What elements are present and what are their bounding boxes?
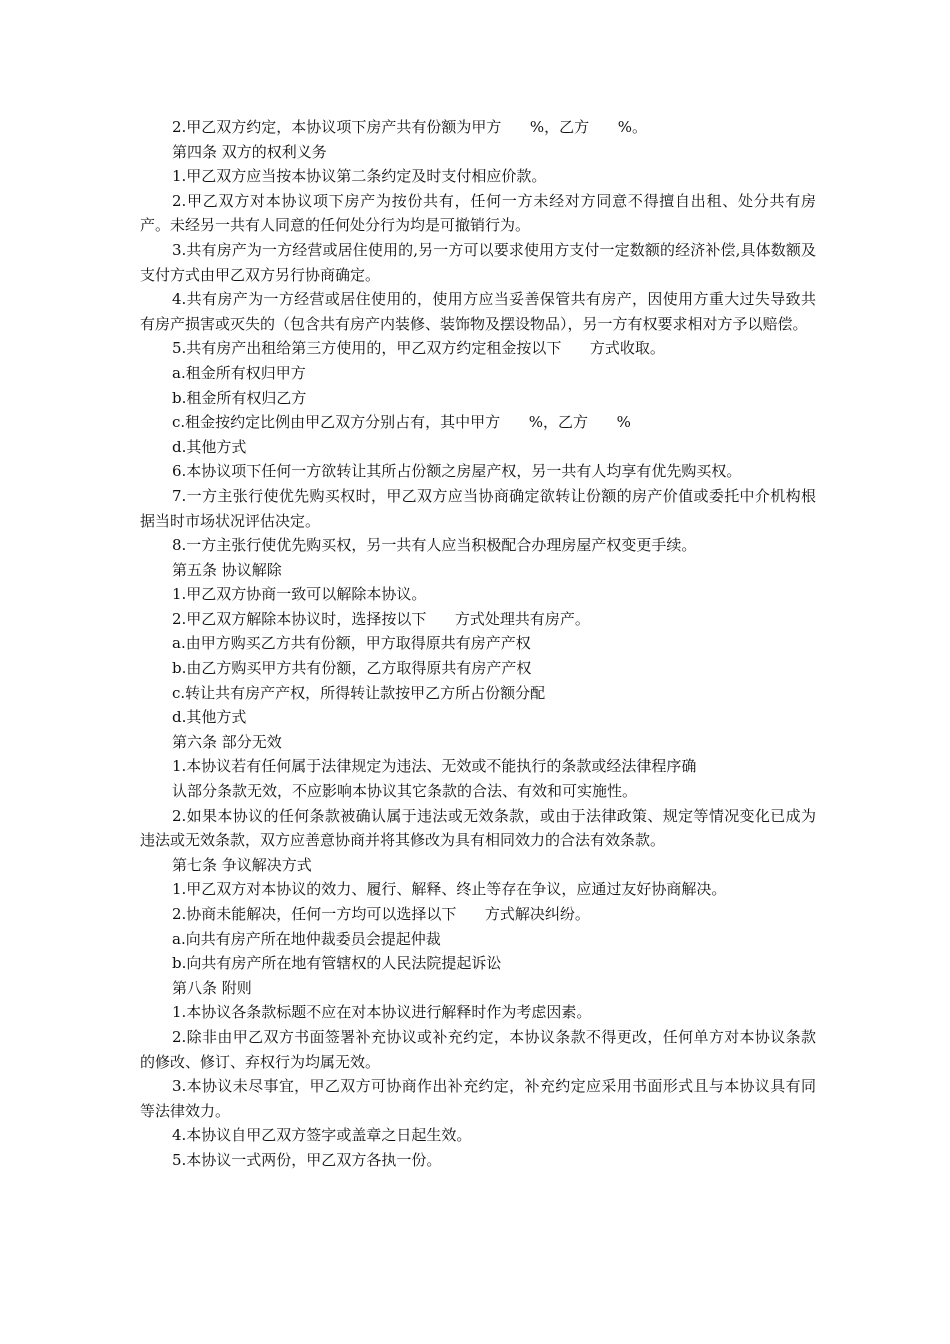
clause-4-8: 8.一方主张行使优先购买权，另一共有人应当积极配合办理房屋产权变更手续。	[172, 536, 697, 555]
article-8-heading: 第八条 附则	[172, 978, 252, 997]
document-body	[140, 115, 816, 1173]
option-5-2-a: a.由甲方购买乙方共有份额，甲方取得原共有房产产权	[172, 634, 531, 653]
clause-8-2: 2.除非由甲乙双方书面签署补充协议或补充约定，本协议条款不得更改，任何单方对本协议条款的修改、修订、弃权行为均属无效。	[140, 1027, 816, 1071]
clause-8-5: 5.本协议一式两份，甲乙双方各执一份。	[172, 1150, 442, 1169]
option-7-2-a: a.向共有房产所在地仲裁委员会提起仲裁	[172, 929, 441, 948]
clause-6-2: 2.如果本协议的任何条款被确认属于违法或无效条款，或由于法律政策、规定等情况变化已成为违法或无效条款，双方应善意协商并将其修改为具有相同效力的合法有效条款。	[140, 806, 816, 850]
option-4-5-c: c.租金按约定比例由甲乙双方分别占有，其中甲方 %，乙方 %	[172, 413, 631, 432]
option-4-5-a: a.租金所有权归甲方	[172, 363, 306, 382]
clause-4-5: 5.共有房产出租给第三方使用的，甲乙双方约定租金按以下 方式收取。	[172, 339, 665, 358]
clause-8-1: 1.本协议各条款标题不应在对本协议进行解释时作为考虑因素。	[172, 1003, 592, 1022]
clause-5-2: 2.甲乙双方解除本协议时，选择按以下 方式处理共有房产。	[172, 609, 590, 628]
clause-6-1-continued: 认部分条款无效，不应影响本协议其它条款的合法、有效和可实施性。	[172, 782, 638, 801]
option-4-5-b: b.租金所有权归乙方	[172, 388, 307, 407]
option-7-2-b: b.向共有房产所在地有管辖权的人民法院提起诉讼	[172, 954, 502, 973]
option-5-2-d: d.其他方式	[172, 708, 247, 727]
clause-8-3: 3.本协议未尽事宜，甲乙双方可协商作出补充约定，补充约定应采用书面形式且与本协议具有同等法律效力。	[140, 1077, 816, 1120]
clause-4-6: 6.本协议项下任何一方欲转让其所占份额之房屋产权，另一共有人均享有优先购买权。	[172, 462, 742, 481]
article-7-heading: 第七条 争议解决方式	[172, 855, 312, 874]
clause-4-4: 4.共有房产为一方经营或居住使用的，使用方应当妥善保管共有房产，因使用方重大过失导致共有房产损害或灭失的（包含共有房产内装修、装饰物及摆设物品），另一方有权要求相对方予以赔偿。	[140, 290, 816, 333]
clause-4-2: 2.甲乙双方对本协议项下房产为按份共有，任何一方未经对方同意不得擅自出租、处分共有房产。未经另一共有人同意的任何处分行为均是可撤销行为。	[140, 191, 816, 235]
clause-4-3: 3.共有房产为一方经营或居住使用的,另一方可以要求使用方支付一定数额的经济补偿,具体数额及支付方式由甲乙双方另行协商确定。	[140, 240, 816, 284]
clause-4-7: 7.一方主张行使优先购买权时，甲乙双方应当协商确定欲转让份额的房产价值或委托中介机构根据当时市场状况评估决定。	[140, 486, 816, 530]
article-4-heading: 第四条 双方的权利义务	[172, 142, 327, 161]
clause-7-1: 1.甲乙双方对本协议的效力、履行、解释、终止等存在争议，应通过友好协商解决。	[172, 880, 727, 899]
clause-8-4: 4.本协议自甲乙双方签字或盖章之日起生效。	[172, 1126, 472, 1145]
article-6-heading: 第六条 部分无效	[172, 732, 282, 751]
clause-3-2: 2.甲乙双方约定，本协议项下房产共有份额为甲方 %，乙方 %。	[172, 118, 648, 136]
clause-7-2: 2.协商未能解决，任何一方均可以选择以下 方式解决纠纷。	[172, 905, 590, 923]
option-4-5-d: d.其他方式	[172, 437, 247, 456]
article-5-heading: 第五条 协议解除	[172, 560, 282, 579]
option-5-2-c: c.转让共有房产产权，所得转让款按甲乙方所占份额分配	[172, 683, 546, 702]
option-5-2-b: b.由乙方购买甲方共有份额，乙方取得原共有房产产权	[172, 659, 532, 678]
clause-6-1: 1.本协议若有任何属于法律规定为违法、无效或不能执行的条款或经法律程序确	[172, 757, 697, 776]
clause-5-1: 1.甲乙双方协商一致可以解除本协议。	[172, 585, 427, 604]
clause-4-1: 1.甲乙双方应当按本协议第二条约定及时支付相应价款。	[172, 167, 547, 186]
